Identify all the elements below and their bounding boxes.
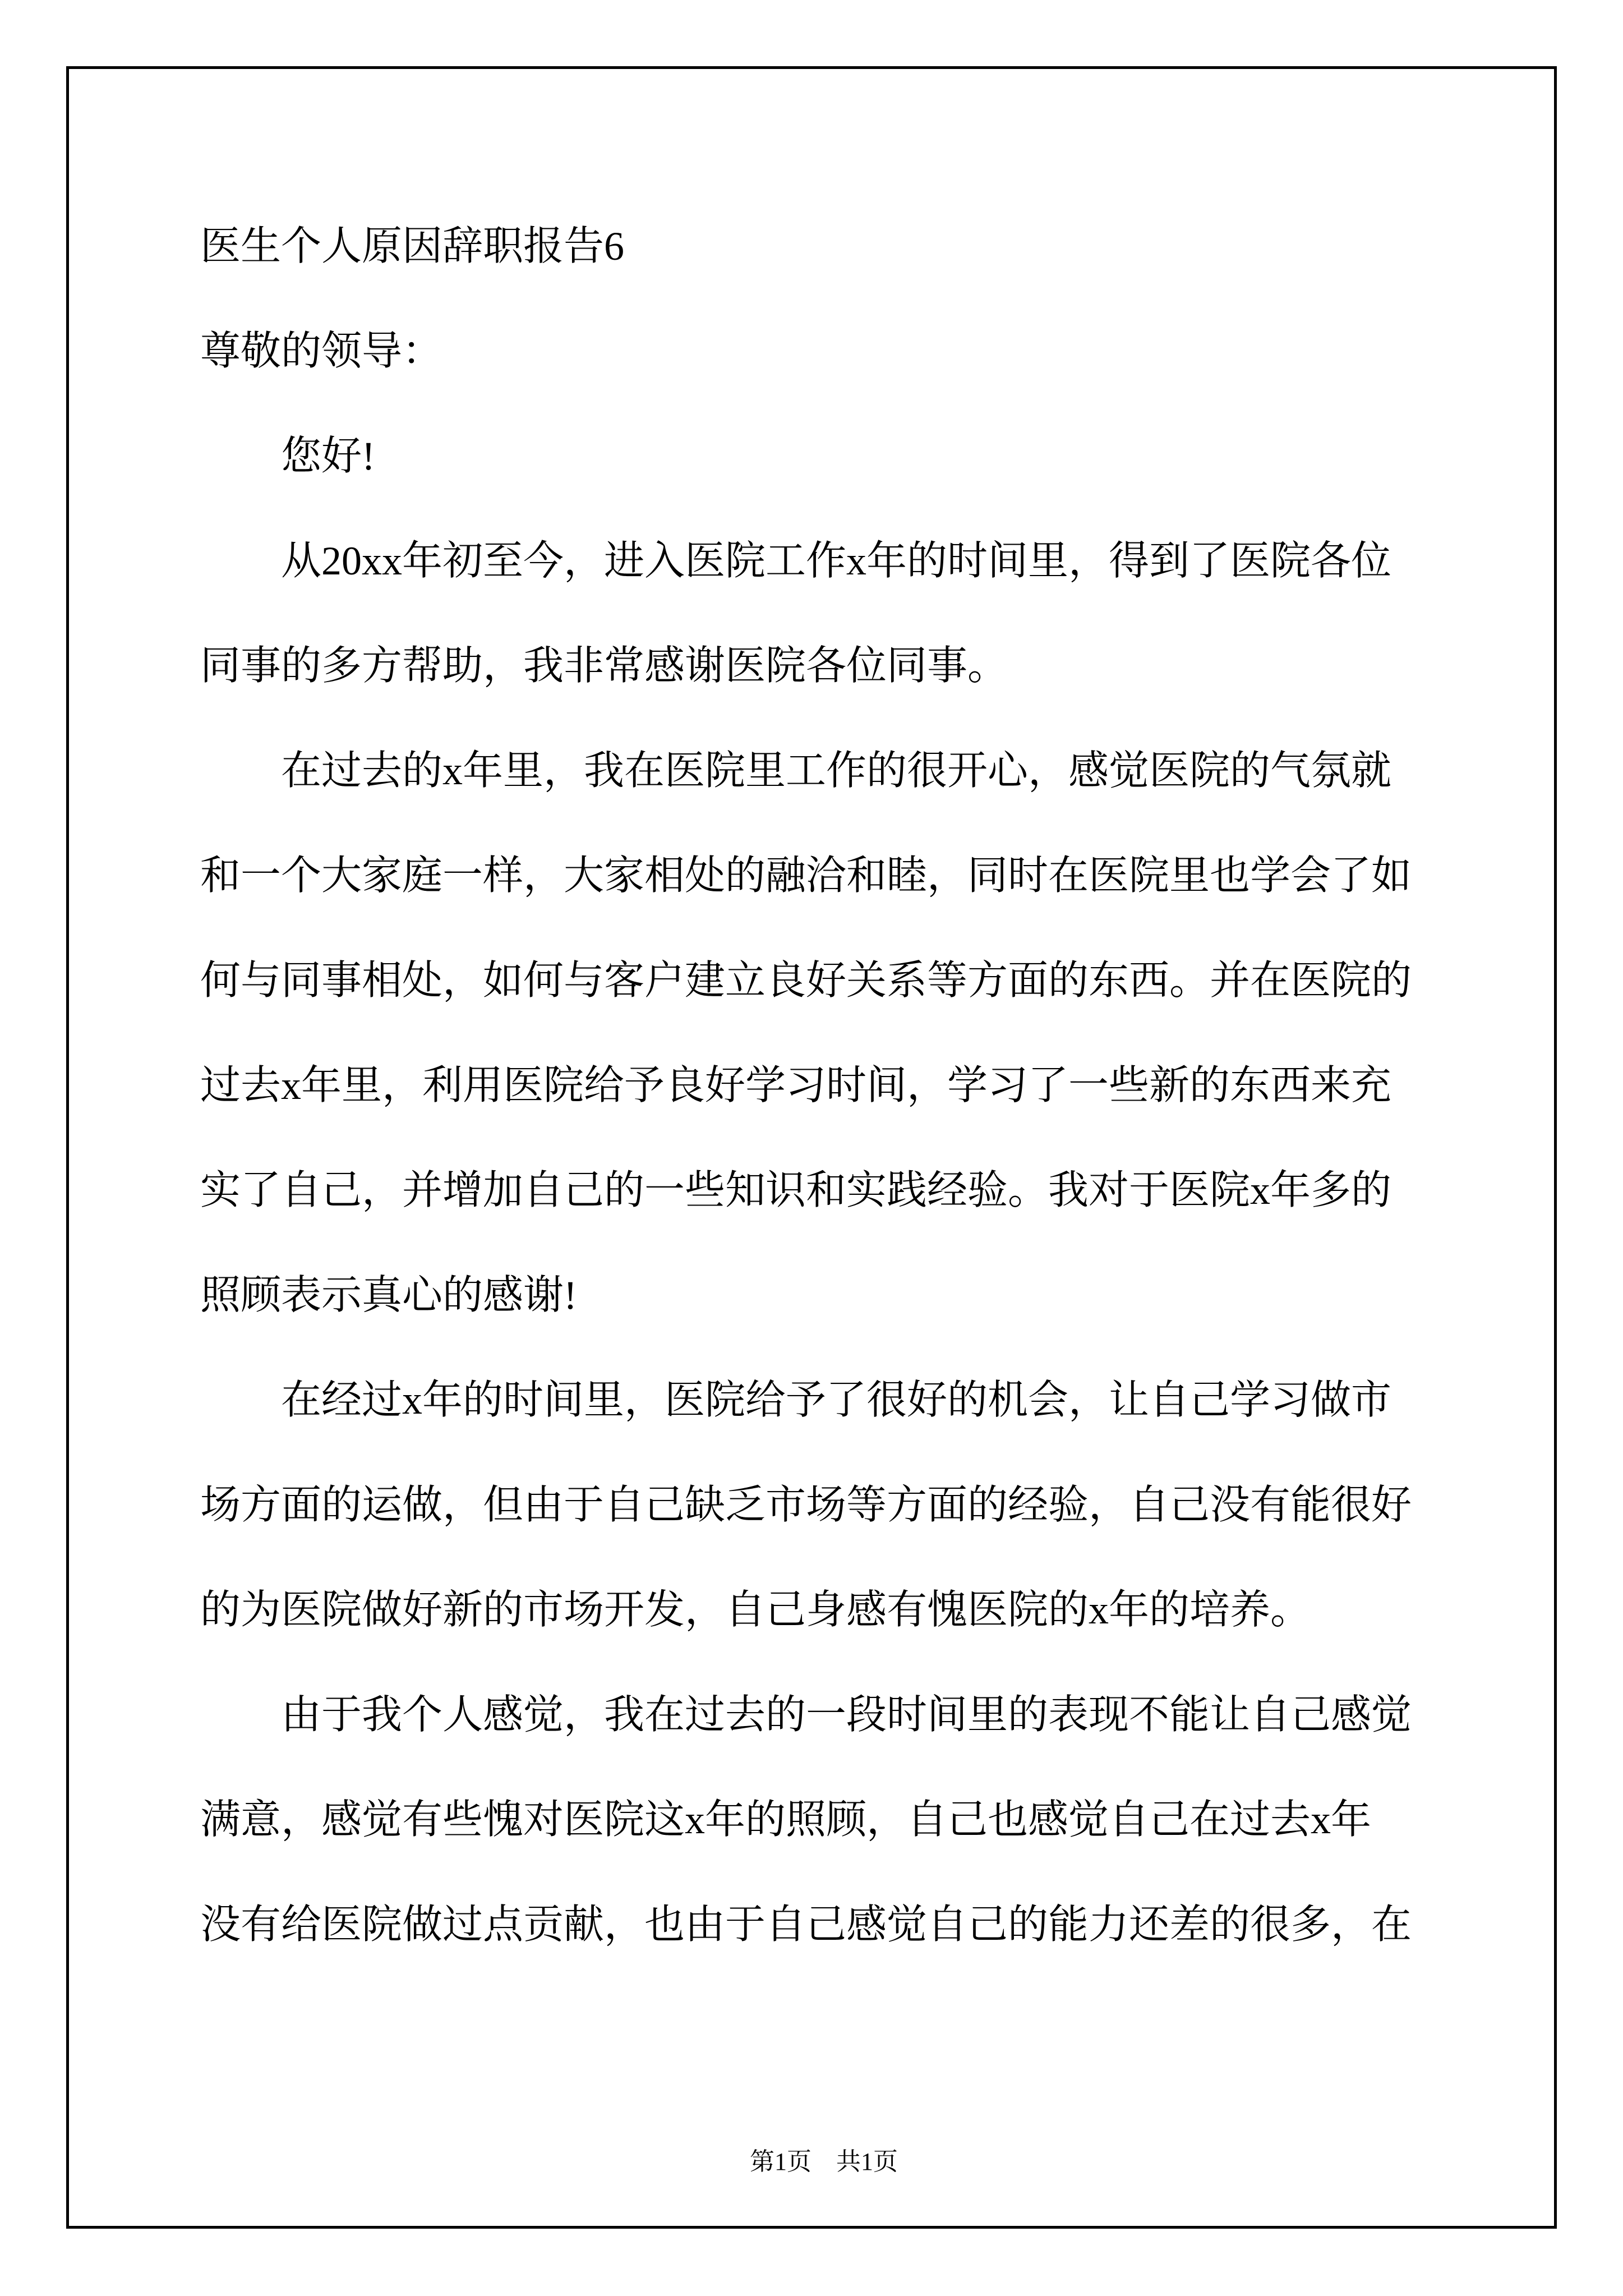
body-line: 的为医院做好新的市场开发，自己身感有愧医院的x年的培养。 [200, 1588, 1311, 1632]
page-footer [66, 2125, 1557, 2199]
document-body [200, 194, 1434, 1977]
body-line: 由于我个人感觉，我在过去的一段时间里的表现不能让自己感觉 [281, 1692, 1412, 1737]
page-number-label: 第1页 共1页 [750, 2148, 898, 2175]
body-line: 从20xx年初至今，进入医院工作x年的时间里，得到了医院各位 [281, 539, 1392, 583]
body-line: 场方面的运做，但由于自己缺乏市场等方面的经验，自己没有能很好 [200, 1483, 1412, 1527]
body-line: 没有给医院做过点贡献，也由于自己感觉自己的能力还差的很多，在 [200, 1902, 1412, 1947]
salutation-line: 尊敬的领导： [200, 329, 443, 374]
body-line: 您好! [281, 434, 375, 478]
body-line: 过去x年里，利用医院给予良好学习时间，学习了一些新的东西来充 [200, 1063, 1392, 1108]
body-line: 实了自己，并增加自己的一些知识和实践经验。我对于医院x年多的 [200, 1168, 1392, 1213]
body-line: 同事的多方帮助，我非常感谢医院各位同事。 [200, 643, 1008, 688]
body-line: 在经过x年的时间里，医院给予了很好的机会，让自己学习做市 [281, 1378, 1392, 1423]
body-line: 何与同事相处，如何与客户建立良好关系等方面的东西。并在医院的 [200, 958, 1412, 1003]
document-title: 医生个人原因辞职报告6 [200, 224, 625, 269]
body-line: 和一个大家庭一样，大家相处的融洽和睦，同时在医院里也学会了如 [200, 853, 1412, 898]
body-line: 满意，感觉有些愧对医院这x年的照顾，自己也感觉自己在过去x年 [200, 1797, 1372, 1842]
body-line: 照顾表示真心的感谢! [200, 1273, 577, 1318]
body-line: 在过去的x年里，我在医院里工作的很开心，感觉医院的气氛就 [281, 748, 1392, 793]
